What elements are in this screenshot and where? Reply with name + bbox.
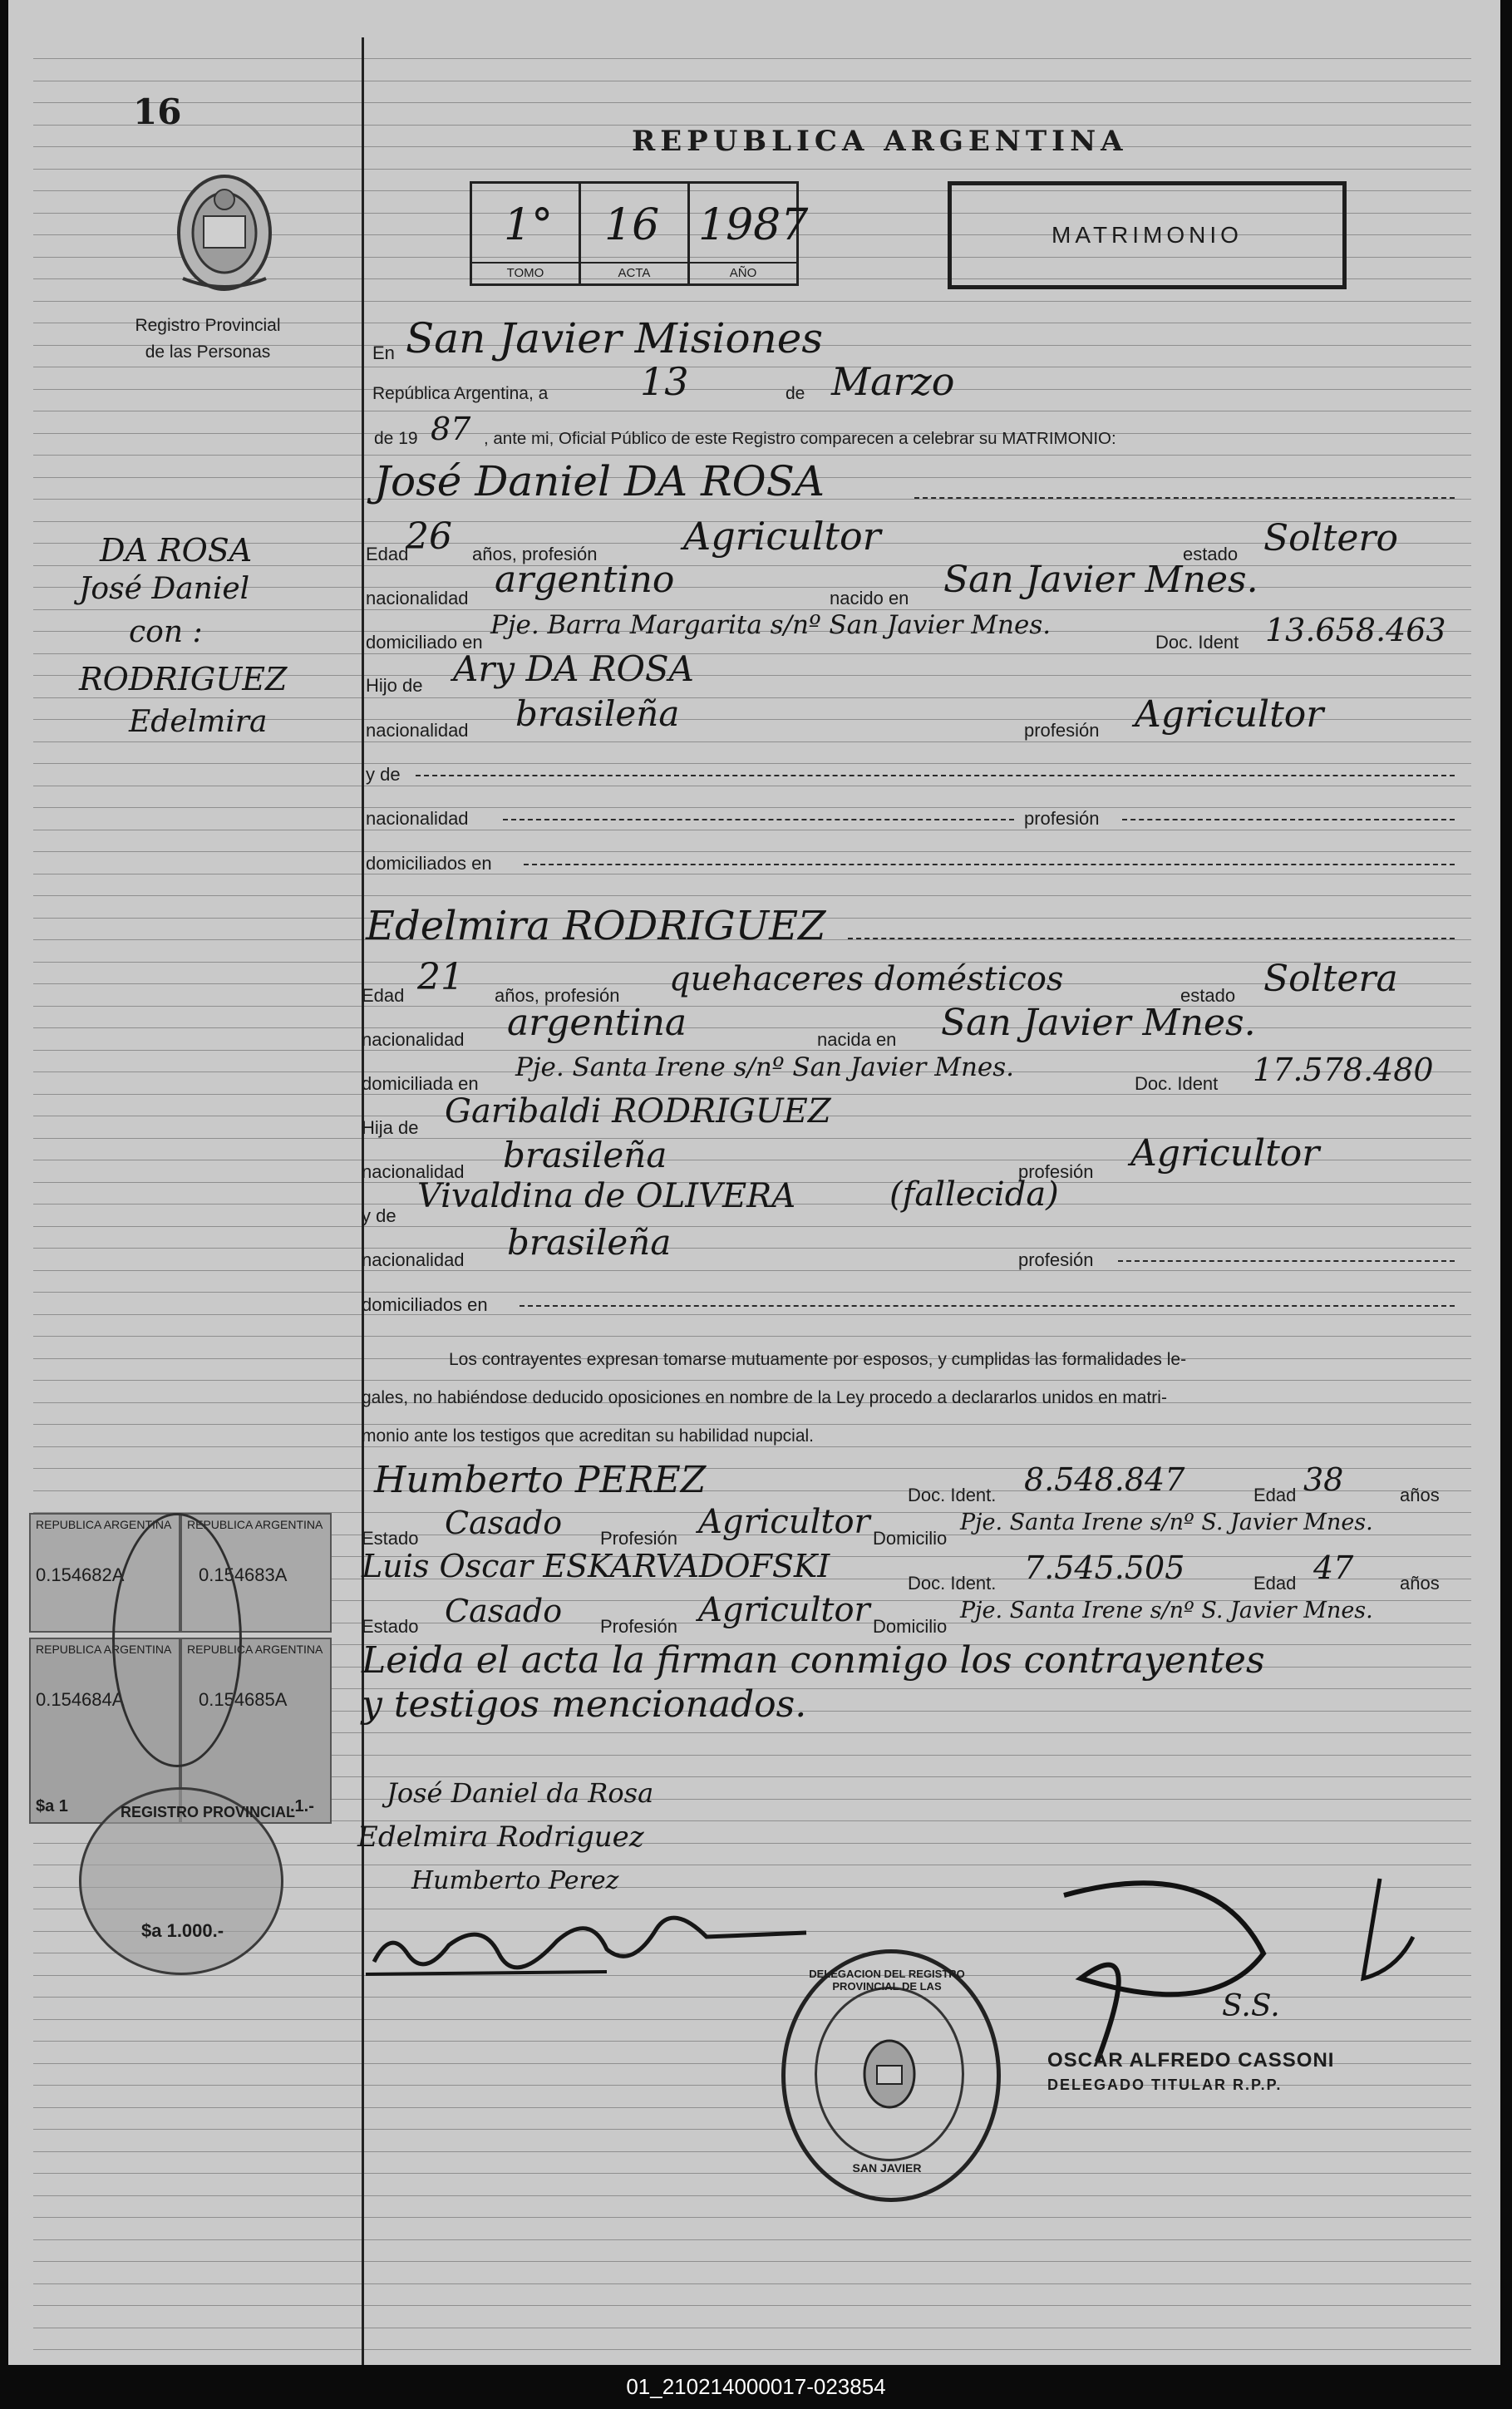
ruled-line — [33, 1292, 1471, 1293]
groom-nacionalidad-label: nacionalidad — [366, 588, 469, 608]
ruled-line — [33, 2239, 1471, 2240]
groom-domiciliados-label: domiciliados en — [366, 853, 492, 874]
ruled-line — [33, 2195, 1471, 2196]
delegation-seal — [781, 1949, 997, 2199]
bride-estado-label: estado — [1180, 985, 1236, 1006]
tomo-label: TOMO — [472, 262, 579, 280]
ruled-line — [33, 807, 1471, 808]
bride-nationality: argentina — [507, 1002, 687, 1044]
ruled-line — [33, 1380, 1471, 1381]
groom-nationality: argentino — [495, 559, 675, 601]
witness-2-profesion-label: Profesión — [600, 1616, 677, 1637]
ruled-line — [33, 1314, 1471, 1315]
ruled-line — [33, 102, 1471, 103]
ruled-line — [33, 2349, 1471, 2350]
groom-doc: 13.658.463 — [1265, 612, 1446, 648]
signature-witness-2-icon — [357, 1895, 823, 1987]
groom-address: Pje. Barra Margarita s/nº San Javier Mnes. — [490, 610, 1052, 640]
witness-2-estado-label: Estado — [362, 1616, 419, 1637]
ruled-line — [33, 2305, 1471, 2306]
bride-anos-profesion-label: años, profesión — [495, 985, 620, 1006]
register-sheet — [8, 0, 1500, 2365]
bride-age: 21 — [417, 956, 464, 998]
tomo-acta-ano-box — [470, 181, 809, 286]
delegation-seal-text: DELEGACION DEL REGISTRO PROVINCIAL DE LAS — [809, 1968, 965, 1993]
bride-mother: Vivaldina de OLIVERA — [417, 1177, 796, 1215]
de-label: de — [786, 384, 805, 403]
ano-label: AÑO — [690, 262, 796, 280]
country-title: REPUBLICA ARGENTINA — [632, 125, 1128, 158]
witness-1-edad-label: Edad — [1253, 1485, 1297, 1505]
revenue-stamps — [21, 1513, 337, 1941]
ruled-line — [33, 2107, 1471, 2108]
declaration-line-2: gales, no habiéndose deducido oposiciones en nombre de la Ley procedo a declararlos unidos en matri- — [362, 1388, 1167, 1407]
signature-groom: José Daniel da Rosa — [387, 1777, 654, 1809]
witness-2-address: Pje. Santa Irene s/nº S. Javier Mnes. — [960, 1598, 1373, 1623]
witness-1-name: Humberto PEREZ — [374, 1459, 707, 1501]
witness-1-profession: Agricultor — [698, 1503, 870, 1541]
bride-mother-note: (fallecida) — [889, 1175, 1059, 1214]
bride-birthplace: San Javier Mnes. — [941, 1002, 1256, 1044]
margin-note-line-3: con : — [129, 615, 203, 649]
bride-doc: 17.578.480 — [1253, 1052, 1434, 1088]
bride-y-de-label: y de — [362, 1205, 396, 1226]
groom-father-prof-label: profesión — [1024, 720, 1100, 741]
witness-1-address: Pje. Santa Irene s/nº S. Javier Mnes. — [960, 1510, 1373, 1535]
bride-domiciliada-label: domiciliada en — [362, 1073, 479, 1094]
ano-value: 1987 — [698, 200, 809, 250]
bride-address: Pje. Santa Irene s/nº San Javier Mnes. — [515, 1052, 1015, 1082]
margin-note-line-2: José Daniel — [79, 572, 250, 606]
bride-nacida-label: nacida en — [817, 1029, 897, 1050]
witness-1-estado-label: Estado — [362, 1528, 419, 1549]
bride-doc-label: Doc. Ident — [1135, 1073, 1219, 1094]
witness-1-domicilio-label: Domicilio — [873, 1528, 948, 1549]
closing-line-1: Leida el acta la firman conmigo los contrayentes — [362, 1639, 1265, 1682]
registry-seal-upper — [112, 1513, 242, 1767]
groom-name: José Daniel DA ROSA — [374, 457, 825, 505]
acta-label: ACTA — [581, 262, 687, 280]
bride-father: Garibaldi RODRIGUEZ — [445, 1092, 831, 1131]
ruled-line — [33, 169, 1471, 170]
ruled-line — [33, 2173, 1471, 2174]
stamp-value-big: $a 1.000.- — [141, 1920, 224, 1941]
bride-profession: quehaceres domésticos — [669, 960, 1064, 998]
bride-domiciliados-label: domiciliados en — [362, 1294, 488, 1315]
ruled-line — [33, 741, 1471, 742]
dash-bride-mother-prof — [1118, 1260, 1455, 1262]
month-value: Marzo — [831, 359, 955, 404]
official-signature-icon — [1047, 1862, 1463, 2070]
bride-father-profession: Agricultor — [1130, 1132, 1320, 1175]
ruled-line — [33, 389, 1471, 390]
groom-mother-prof-label: profesión — [1024, 808, 1100, 829]
year-suffix: 87 — [431, 411, 471, 447]
delegation-seal-bottom: SAN JAVIER — [852, 2161, 922, 2175]
footer-id: 01_210214000017-023854 — [626, 2374, 886, 2399]
stamp-number-2: 0.154683A — [199, 1564, 288, 1585]
ruled-line — [33, 851, 1471, 852]
bride-father-prof-label: profesión — [1018, 1161, 1094, 1182]
acta-cell — [581, 184, 690, 283]
stamp-header-2: REPUBLICA ARGENTINA — [187, 1518, 323, 1531]
dash-groom-domiciliados — [524, 864, 1455, 865]
witness-2-domicilio-label: Domicilio — [873, 1616, 948, 1637]
stamp-value-big-block — [79, 1787, 296, 1970]
stamp-header-1: REPUBLICA ARGENTINA — [36, 1518, 172, 1531]
margin-divider — [362, 37, 364, 2365]
closing-line-2: y testigos mencionados. — [362, 1683, 807, 1726]
ruled-line — [33, 763, 1471, 764]
registry-line-1: Registro Provincial — [135, 316, 281, 335]
signature-bride: Edelmira Rodriguez — [357, 1820, 644, 1854]
act-type-box — [948, 181, 1347, 289]
dash-bride-name — [848, 938, 1455, 939]
place-value: San Javier Misiones — [406, 314, 824, 362]
margin-note-line-5: Edelmira — [129, 705, 268, 739]
groom-hijo-label: Hijo de — [366, 675, 423, 696]
stamp-number-1: 0.154682A — [36, 1564, 125, 1585]
declaration-line-1: Los contrayentes expresan tomarse mutuamente por esposos, y cumplidas las formalidades le- — [449, 1350, 1187, 1369]
witness-2-doc-label: Doc. Ident. — [908, 1573, 997, 1594]
stamp-number-4: 0.154685A — [199, 1689, 288, 1710]
bride-nacionalidad-label: nacionalidad — [362, 1029, 465, 1050]
seal-emblem-icon — [860, 2037, 919, 2111]
bride-hija-label: Hija de — [362, 1117, 419, 1138]
groom-estado-label: estado — [1183, 544, 1239, 564]
witness-1-anos-label: años — [1400, 1485, 1440, 1505]
ruled-line — [33, 1336, 1471, 1337]
groom-mother-nat-label: nacionalidad — [366, 808, 469, 829]
official-name: OSCAR ALFREDO CASSONI — [1047, 2049, 1335, 2072]
declaration-line-3: monio ante los testigos que acreditan su habilidad nupcial. — [362, 1426, 815, 1446]
republica-label: República Argentina, a — [372, 384, 549, 403]
witness-2-name: Luis Oscar ESKARVADOFSKI — [362, 1548, 830, 1584]
margin-note-line-1: DA ROSA — [100, 532, 253, 569]
dash-groom-mother — [416, 775, 1455, 776]
ruled-line — [33, 895, 1471, 896]
groom-domiciliado-label: domiciliado en — [366, 632, 483, 653]
stamp-value-small-2: .1.- — [290, 1797, 314, 1815]
statement: , ante mi, Oficial Público de este Registro comparecen a celebrar su MATRIMONIO: — [484, 429, 1116, 448]
ruled-line — [33, 301, 1471, 302]
stamp-header-4: REPUBLICA ARGENTINA — [187, 1643, 323, 1656]
groom-birthplace: San Javier Mnes. — [943, 559, 1258, 601]
bride-mother-nat-label: nacionalidad — [362, 1249, 465, 1270]
groom-status: Soltero — [1263, 517, 1398, 559]
bride-father-nationality: brasileña — [503, 1135, 667, 1175]
en-label: En — [372, 342, 395, 363]
ruled-line — [33, 1270, 1471, 1271]
witness-2-doc: 7.545.505 — [1024, 1549, 1185, 1586]
dash-bride-domiciliados — [520, 1305, 1455, 1307]
bride-father-nat-label: nacionalidad — [362, 1161, 465, 1182]
bride-name: Edelmira RODRIGUEZ — [366, 903, 826, 949]
ruled-line — [33, 58, 1471, 59]
bride-status: Soltera — [1263, 958, 1398, 1000]
day-value: 13 — [640, 359, 689, 404]
stamp-value-small-1: $a 1 — [36, 1797, 68, 1815]
page-number: 16 — [133, 91, 182, 132]
ruled-line — [33, 1226, 1471, 1227]
signature-witness-1: Humberto Perez — [411, 1866, 619, 1895]
groom-doc-label: Doc. Ident — [1155, 632, 1239, 653]
ruled-line — [33, 455, 1471, 456]
ruled-line — [33, 1446, 1471, 1447]
registry-line-2: de las Personas — [145, 342, 271, 362]
witness-2-edad-label: Edad — [1253, 1573, 1297, 1594]
year-prefix: de 19 — [374, 429, 418, 448]
bride-edad-label: Edad — [362, 985, 405, 1006]
witness-2-status: Casado — [445, 1593, 563, 1629]
groom-father-nationality: brasileña — [515, 693, 680, 734]
groom-father-profession: Agricultor — [1135, 693, 1324, 736]
coat-of-arms-icon — [166, 170, 283, 295]
ruled-line — [33, 2217, 1471, 2218]
witness-1-doc: 8.548.847 — [1024, 1461, 1185, 1498]
dash-groom-mother-nat — [503, 819, 1014, 820]
witness-2-anos-label: años — [1400, 1573, 1440, 1594]
witness-2-profession: Agricultor — [698, 1591, 870, 1629]
groom-father: Ary DA ROSA — [453, 648, 695, 689]
official-initials: S.S. — [1222, 1989, 1280, 2023]
tomo-value: 1° — [504, 200, 554, 250]
seal-text: REGISTRO PROVINCIAL — [121, 1804, 296, 1820]
stamp-number-3: 0.154684A — [36, 1689, 125, 1710]
ruled-line — [33, 653, 1471, 654]
groom-father-nat-label: nacionalidad — [366, 720, 469, 741]
acta-value: 16 — [604, 200, 660, 250]
ruled-line — [33, 1424, 1471, 1425]
ruled-line — [33, 1468, 1471, 1469]
ruled-line — [33, 2129, 1471, 2130]
tomo-cell — [472, 184, 581, 283]
ruled-line — [33, 1248, 1471, 1249]
witness-1-age: 38 — [1303, 1461, 1344, 1498]
witness-2-age: 47 — [1313, 1549, 1354, 1586]
witness-1-profesion-label: Profesión — [600, 1528, 677, 1549]
margin-note-line-4: RODRIGUEZ — [79, 661, 288, 697]
groom-profession: Agricultor — [683, 514, 881, 559]
groom-y-de-label: y de — [366, 764, 401, 785]
groom-nacido-label: nacido en — [830, 588, 909, 608]
groom-anos-profesion-label: años, profesión — [472, 544, 598, 564]
ano-cell — [690, 184, 809, 283]
ruled-line — [33, 2283, 1471, 2284]
groom-edad-label: Edad — [366, 544, 409, 564]
ruled-line — [33, 2261, 1471, 2262]
dash-groom-name — [914, 497, 1455, 499]
witness-1-status: Casado — [445, 1505, 563, 1541]
witness-1-doc-label: Doc. Ident. — [908, 1485, 997, 1505]
stamp-header-3: REPUBLICA ARGENTINA — [36, 1643, 172, 1656]
official-title: DELEGADO TITULAR R.P.P. — [1047, 2076, 1283, 2093]
bride-mother-prof-label: profesión — [1018, 1249, 1094, 1270]
ruled-line — [33, 2151, 1471, 2152]
groom-age: 26 — [406, 515, 452, 558]
act-type-label: MATRIMONIO — [1052, 222, 1243, 248]
ruled-line — [33, 1050, 1471, 1051]
dash-groom-mother-prof — [1122, 819, 1455, 820]
bride-mother-nationality: brasileña — [507, 1222, 672, 1263]
